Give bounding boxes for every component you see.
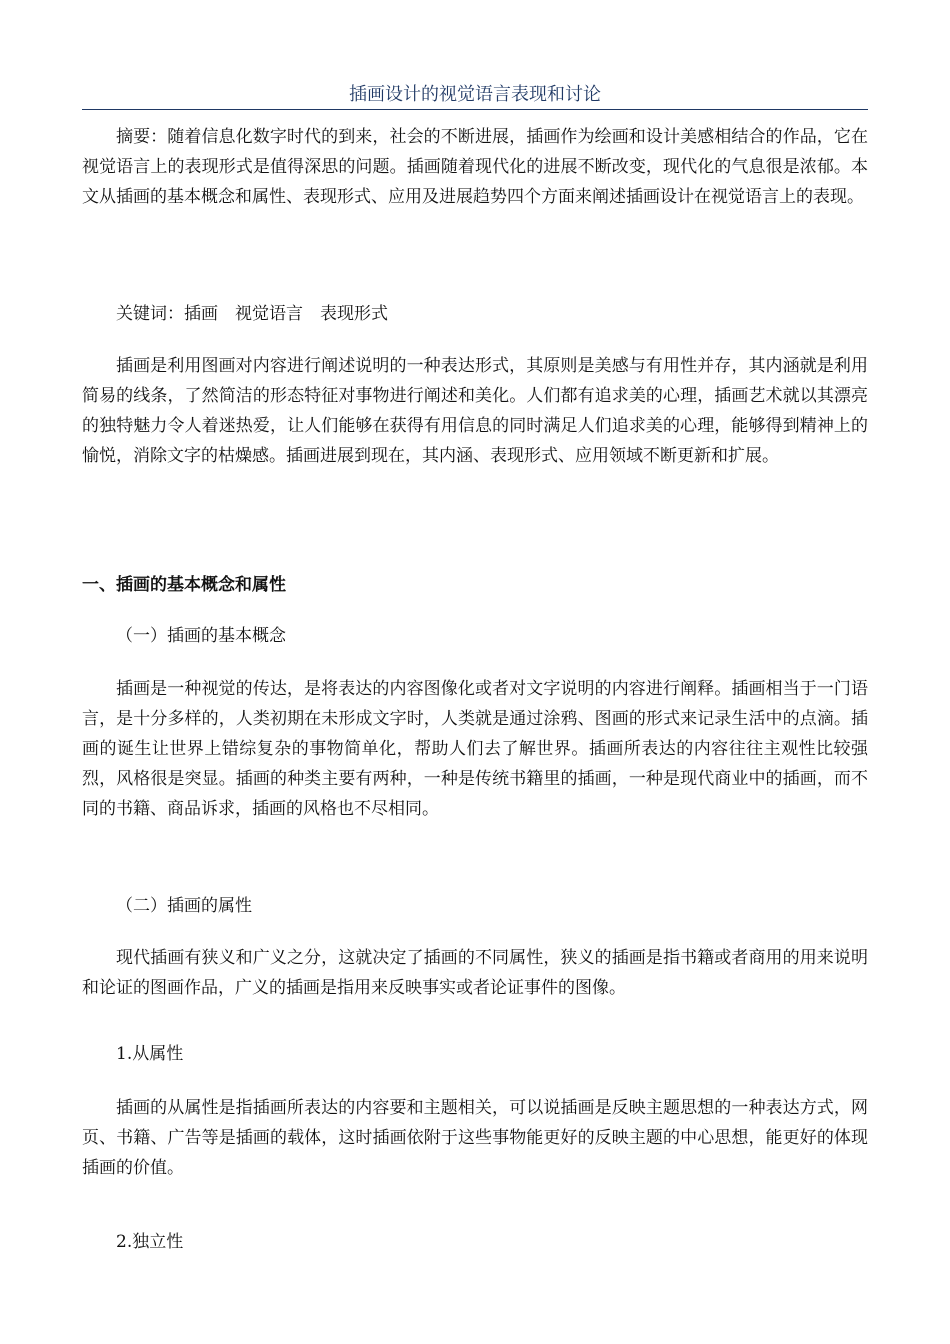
subsection-heading: [82, 891, 868, 921]
section-heading: [82, 570, 868, 600]
page-header-title: 插画设计的视觉语言表现和讨论: [349, 84, 601, 105]
intro-text: 插画是利用图画对内容进行阐述说明的一种表达形式，其原则是美感与有用性并存，其内涵就是利用简易的线条，了然简洁的形态特征对事物进行阐述和美化。人们都有追求美的心理，插画艺术就以其漂亮的独特魅力令人着迷热爱，让人们能够在获得有用信息的同时满足人们追求美的心理，能够得到精神上的愉悦，消除文字的枯燥感。插画进展到现在，其内涵、表现形式、应用领域不断更新和扩展。: [82, 356, 868, 466]
item-heading: [82, 1039, 868, 1069]
attribute-paragraph: [82, 943, 868, 1003]
intro-paragraph: [82, 351, 868, 471]
concept-text: 插画是一种视觉的传达，是将表达的内容图像化或者对文字说明的内容进行阐释。插画相当于一门语言，是十分多样的，人类初期在未形成文字时，人类就是通过涂鸦、图画的形式来记录生活中的点滴。插画的诞生让世界上错综复杂的事物简单化，帮助人们去了解世界。插画所表达的内容往往主观性比较强烈，风格很是突显。插画的种类主要有两种，一种是传统书籍里的插画，一种是现代商业中的插画，而不同的书籍、商品诉求，插画的风格也不尽相同。: [82, 679, 868, 819]
subsection-heading: [82, 621, 868, 651]
item-2-heading: 2.独立性: [116, 1232, 184, 1252]
item-1-heading: 1.从属性: [116, 1044, 184, 1064]
concept-paragraph: [82, 674, 868, 824]
section-1-heading: 一、插画的基本概念和属性: [82, 575, 286, 595]
subordinate-text: 插画的从属性是指插画所表达的内容要和主题相关，可以说插画是反映主题思想的一种表达方式，网页、书籍、广告等是插画的载体，这时插画依附于这些事物能更好的反映主题的中心思想，能更好的体现插画的价值。: [82, 1098, 868, 1178]
item-heading: [82, 1227, 868, 1257]
header-divider: [82, 109, 868, 110]
keywords-line: [82, 299, 868, 329]
subordinate-paragraph: [82, 1093, 868, 1183]
keywords-text: 关键词：插画 视觉语言 表现形式: [116, 304, 388, 324]
attribute-text: 现代插画有狭义和广义之分，这就决定了插画的不同属性，狭义的插画是指书籍或者商用的用来说明和论证的图画作品，广义的插画是指用来反映事实或者论证事件的图像。: [82, 948, 868, 998]
subsection-1-heading: （一）插画的基本概念: [116, 626, 286, 646]
subsection-2-heading: （二）插画的属性: [116, 896, 252, 916]
abstract-text: 摘要：随着信息化数字时代的到来，社会的不断进展，插画作为绘画和设计美感相结合的作品，它在视觉语言上的表现形式是值得深思的问题。插画随着现代化的进展不断改变，现代化的气息很是浓郁。本文从插画的基本概念和属性、表现形式、应用及进展趋势四个方面来阐述插画设计在视觉语言上的表现。: [82, 127, 868, 207]
abstract-paragraph: [82, 122, 868, 212]
